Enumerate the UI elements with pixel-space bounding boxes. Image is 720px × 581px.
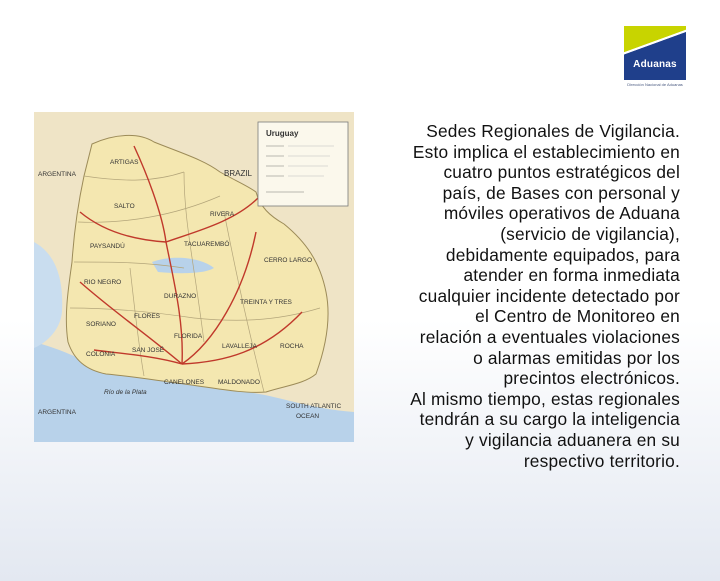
label-brazil: BRAZIL [224,169,253,178]
label-durazno: DURAZNO [164,293,197,300]
label-soriano: SORIANO [86,321,116,328]
logo-name: Aduanas [633,59,677,70]
uruguay-map [34,112,354,442]
aduanas-logo [624,26,686,92]
map-svg [34,112,354,442]
label-argentina-bottom: ARGENTINA [38,409,76,416]
label-artigas: ARTIGAS [110,159,139,166]
label-maldonado: MALDONADO [218,379,260,386]
label-treinta-y-tres: TREINTA Y TRES [240,299,292,306]
label-south-atlantic: SOUTH ATLANTIC [286,403,342,410]
label-rocha: ROCHA [280,343,304,350]
label-cerro-largo: CERRO LARGO [264,257,313,264]
label-rivera: RIVERA [210,211,235,218]
legend-title: Uruguay [266,129,299,138]
logo-tagline: Dirección Nacional de Aduanas [627,82,683,87]
label-ocean: OCEAN [296,413,320,420]
description-paragraph: Sedes Regionales de Vigilancia. Esto implica el establecimiento en cuatro puntos estratégicos del país, de Bases con personal y móviles operativos de Aduana (servicio de vigilancia), debidamente equipados, para atender en forma inmediata cualquier incidente detectado por el Centro de Monitoreo en relación a eventuales violaciones o alarmas emitidas por los precintos electrónicos. Al mismo tiempo, estas regionales tendrán a su cargo la inteligencia y vigilancia aduanera en su respectivo territorio. [410,121,680,471]
label-lavalleja: LAVALLEJA [222,343,257,350]
label-rio-plata: Río de la Plata [104,389,147,396]
label-argentina-top: ARGENTINA [38,171,76,178]
label-florida: FLORIDA [174,333,203,340]
label-colonia: COLONIA [86,351,116,358]
logo-emblem [624,26,686,80]
label-flores: FLORES [134,313,161,320]
label-tacuarembo: TACUAREMBÓ [184,241,230,248]
label-canelones: CANELONES [164,379,205,386]
label-rio-negro: RIO NEGRO [84,279,122,286]
label-paysandu: PAYSANDÚ [90,243,125,250]
label-san-jose: SAN JOSÉ [132,347,165,354]
label-salto: SALTO [114,203,135,210]
